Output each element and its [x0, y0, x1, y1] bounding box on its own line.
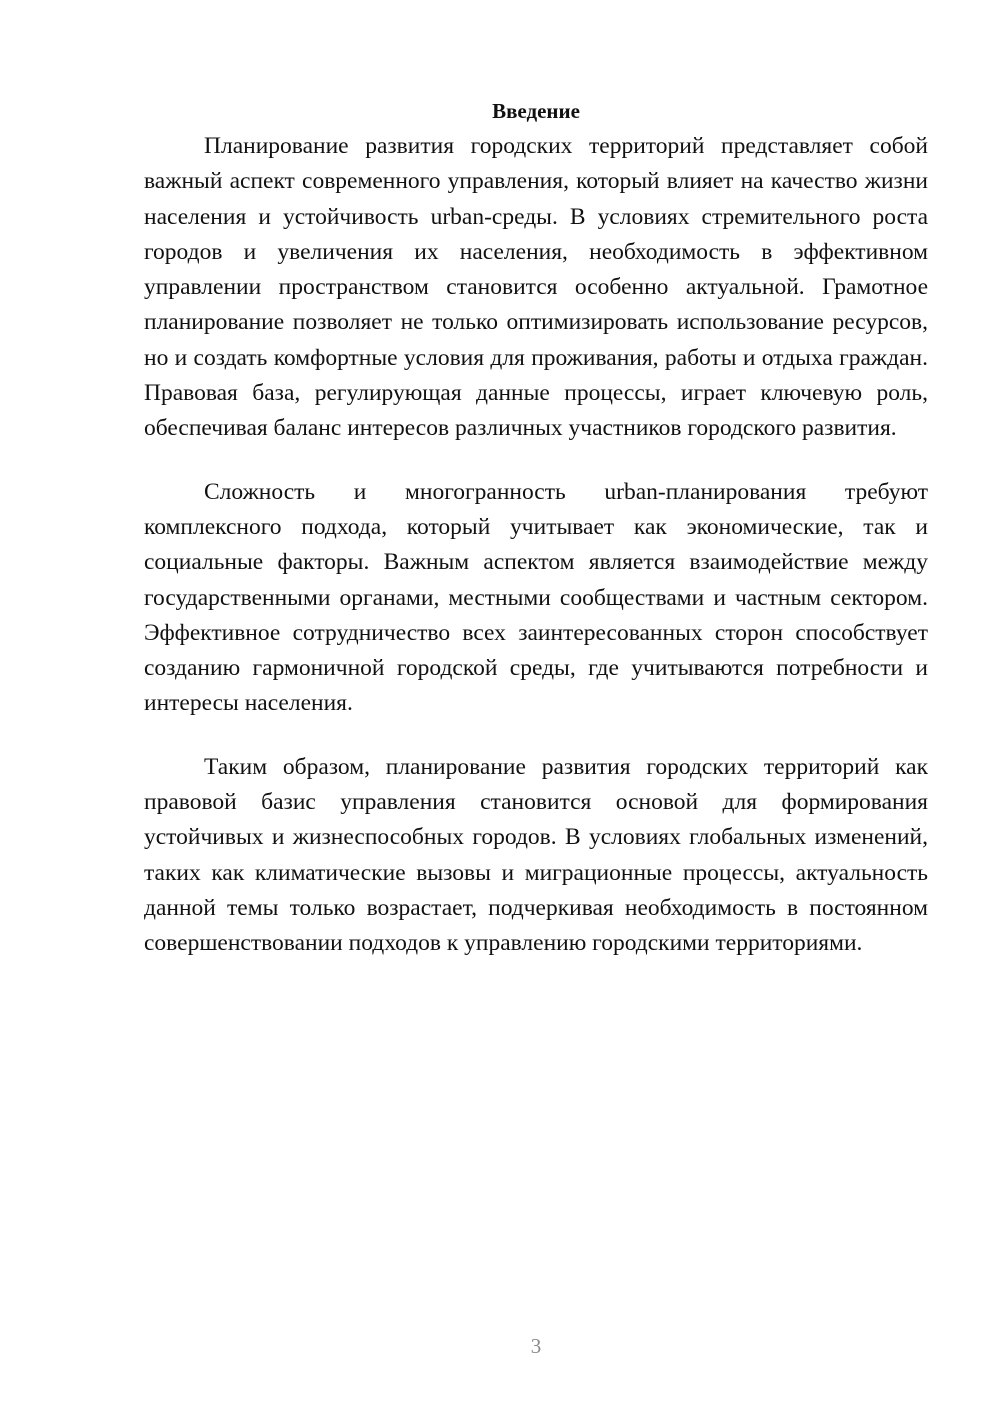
document-title: Введение [492, 99, 580, 123]
paragraph-1: Планирование развития городских территорий представляет собой важный аспект современного управления, который влияет на качество жизни населения и устойчивость urban-среды. В условиях стремительного роста городов и увеличения их населения, необходимость в эффективном управлении пространством становится особенно актуальной. Грамотное планирование позволяет не только оптимизировать использование ресурсов, но и создать комфортные условия для проживания, работы и отдыха граждан. Правовая база, регулирующая данные процессы, играет ключевую роль, обеспечивая баланс интересов различных участников городского развития. [144, 133, 928, 442]
page-number: 3 [530, 1334, 542, 1358]
paragraph-3: Таким образом, планирование развития городских территорий как правовой базис управления становится основой для формирования устойчивых и жизнеспособных городов. В условиях глобальных изменений, таких как климатические вызовы и миграционные процессы, актуальность данной темы только возрастает, подчеркивая необходимость в постоянном совершенствовании подходов к управлению городскими территориями. [144, 753, 928, 957]
paragraph-2: Сложность и многогранность urban-планирования требуют комплексного подхода, который учитывает как экономические, так и социальные факторы. Важным аспектом является взаимодействие между государственными органами, местными сообществами и частным сектором. Эффективное сотрудничество всех заинтересованных сторон способствует созданию гармоничной городской среды, где учитываются потребности и интересы населения. [144, 478, 928, 717]
document-body [144, 94, 928, 962]
